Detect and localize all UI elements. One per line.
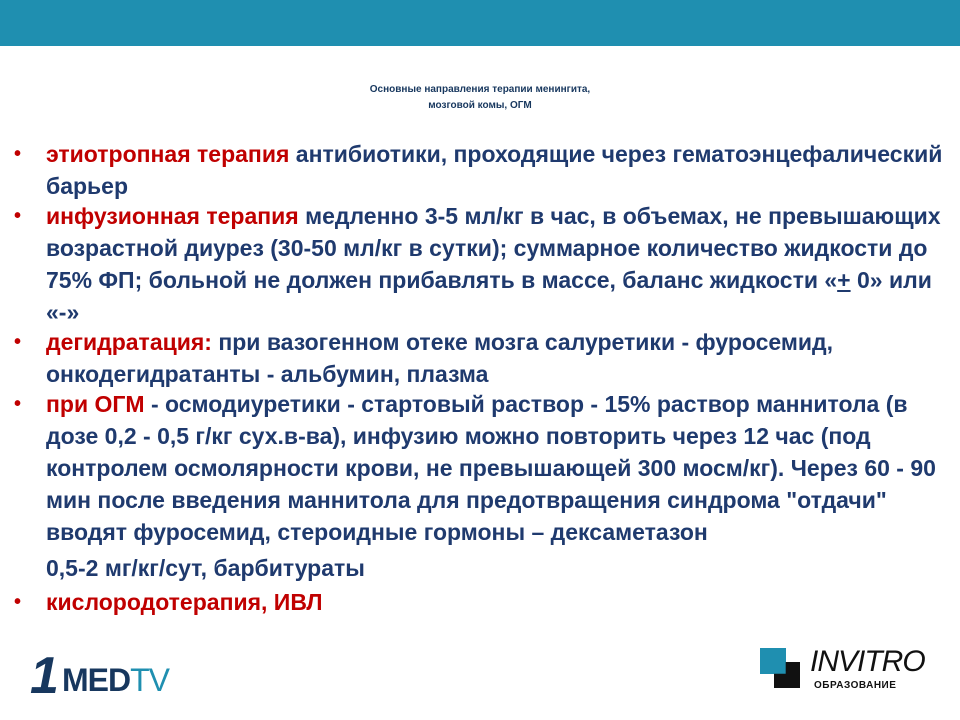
item-text: антибиотики, проходящие через гематоэнцефалический барьер xyxy=(46,141,943,199)
slide-title-line-1: Основные направления терапии менингита, xyxy=(369,84,591,95)
item-key: при ОГМ xyxy=(46,391,145,417)
invitro-logo-mark xyxy=(760,648,800,688)
item-key: кислородотерапия, ИВЛ xyxy=(46,589,323,615)
bullet-marker: • xyxy=(14,331,22,353)
invitro-logo-subtitle: ОБРАЗОВАНИЕ xyxy=(814,680,897,691)
bullet-marker: • xyxy=(14,205,22,227)
list-item-infusion xyxy=(14,200,949,328)
item-text: при вазогенном отеке мозга салуретики - фуросемид, онкодегидратанты - альбумин, плазма xyxy=(46,329,834,387)
item-text: медленно 3-5 мл/кг в час, в объемах, не превышающих возрастной диурез (30-50 мл/кг в сутки); суммарное количество жидкости до 75% ФП; больной не должен прибавлять в массе, баланс жидкости « xyxy=(46,203,941,293)
slide-title-line-2: мозговой комы, ОГМ xyxy=(428,100,532,111)
item-key: этиотропная терапия xyxy=(46,141,290,167)
invitro-logo xyxy=(760,645,940,698)
medtv-logo-tv: TV xyxy=(130,662,169,698)
item-key: инфузионная терапия xyxy=(46,203,299,229)
invitro-mark-blue-square xyxy=(760,648,786,674)
medtv-logo-one: 1 xyxy=(30,647,59,705)
slide-title xyxy=(0,82,960,114)
item-text: - осмодиуретики - стартовый раствор - 15% раствор маннитола (в дозе 0,2 - 0,5 г/кг сух.в-ва), инфузию можно повторить через 12 час (под контролем осмолярности крови, не превышающей 300 мосм/кг). Через 60 - 90 мин после введения маннитола для предотвращения синдрома "отдачи" вводят фуросемид, стероидные гормоны – дексаметазон xyxy=(46,391,936,545)
plus-minus-sign: + xyxy=(837,267,851,293)
item-key: дегидратация: xyxy=(46,329,212,355)
list-item-dehydration xyxy=(14,326,949,390)
bullet-marker: • xyxy=(14,393,22,415)
list-item-continuation xyxy=(14,552,949,584)
medtv-logo xyxy=(30,647,180,705)
medtv-logo-med: MED xyxy=(62,662,131,698)
medtv-logo-word xyxy=(62,662,169,698)
bullet-list xyxy=(14,138,949,616)
item-text: 0,5-2 мг/кг/сут, барбитураты xyxy=(46,555,365,581)
list-item-etiotropic xyxy=(14,138,949,202)
invitro-logo-name: INVITRO xyxy=(810,645,925,678)
list-item-ogm xyxy=(14,388,949,548)
top-accent-bar xyxy=(0,0,960,46)
item-text-end: 0» или «-» xyxy=(46,267,932,325)
bullet-marker: • xyxy=(14,143,22,165)
list-item-oxygen xyxy=(14,586,949,618)
bullet-marker: • xyxy=(14,591,22,613)
